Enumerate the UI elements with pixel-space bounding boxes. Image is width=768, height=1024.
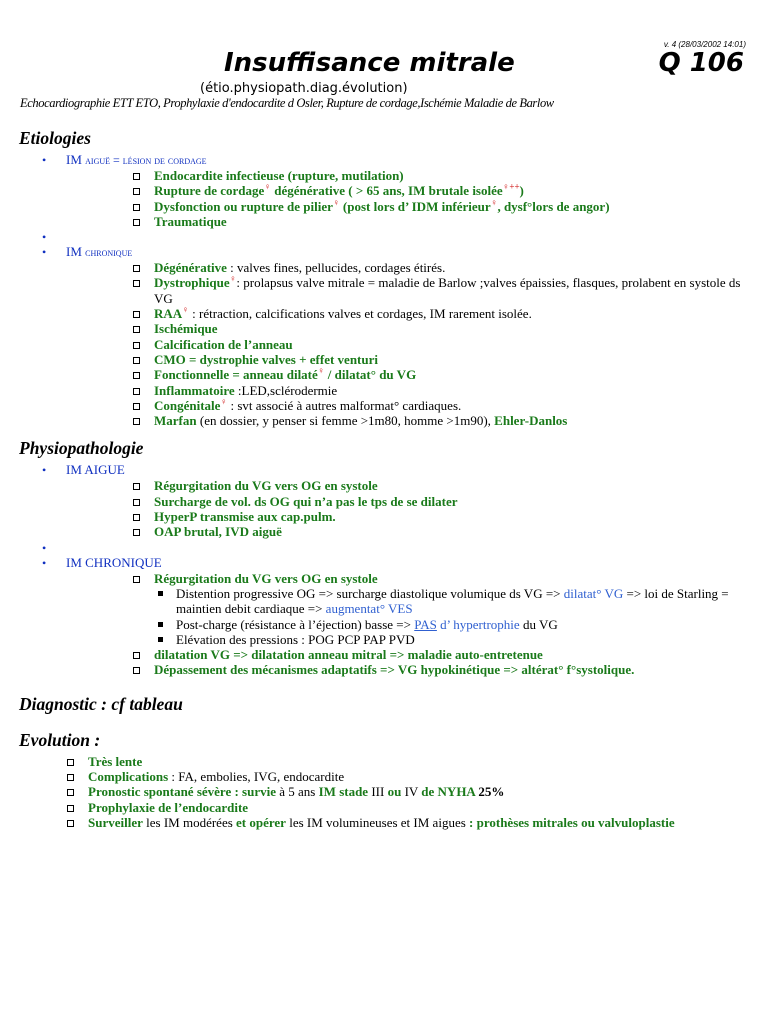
list-item: Régurgitation du VG vers OG en systole [66,478,768,493]
female-symbol-icon: ♀ [490,197,498,208]
list-item: CMO = dystrophie valves + effet venturi [66,352,768,367]
list-item: Dépassement des mécanismes adaptatifs => VG hypokinétique => altérat° f°systolique. [66,662,768,677]
section-heading-physiopathologie: Physiopathologie [19,438,144,459]
page-subtitle: (étio.physiopath.diag.évolution) [200,81,408,96]
section-heading-etiologies: Etiologies [19,128,91,148]
category-label: chronique [85,245,133,260]
list-item: Dégénérative : valves fines, pellucides, cordages étirés. [66,260,768,275]
version-date: v. 4 (28/03/2002 14:01) [663,40,746,49]
list-item: Post-charge (résistance à l’éjection) basse => PAS d’ hypertrophie du VG [66,617,748,632]
list-item: Endocardite infectieuse (rupture, mutilation) [66,168,768,183]
category-label: aiguë = lésion de cordage [85,153,207,167]
list-item [0,555,768,678]
list-item: Marfan (en dossier, y penser si femme >1m80, homme >1m90), Ehler-Danlos [66,413,768,428]
category-label: IM AIGUE [66,462,125,478]
list-item: Régurgitation du VG vers OG en systole Distention progressive OG => surcharge diastolique volumique ds VG => dilatat° VG => loi de Starling = maintien debit cardiaque => augmentat° VES Post-charge (résistance à l’éjection) basse => PAS d’ hypertrophie du VG Elévation des pressions : POG PCP PAP PVD [66,571,768,647]
list-item: Fonctionnelle = anneau dilaté♀ / dilatat° du VG [66,367,768,382]
section-heading-evolution: Evolution : [19,729,101,750]
list-item: • IM chronique Dégénérative : valves fines, pellucides, cordages étirés. Dystrophique♀: prolapsus valve mitrale = maladie de Barlow ;valves épaissies, flasques, prolabent en systole ds VG RAA♀ : rétraction, calcifications valves et cordages, IM rarement isolée. Ischémique Calcification de l’anneau CMO = dystrophie valves + effet venturi Fonctionnelle = anneau dilaté♀ / dilatat° du VG Inflammatoire :LED,sclérodermie Congénitale♀ : svt associé à autres malformat° cardiaques. Marfan (en dossier, y penser si femme >1m80, homme >1m90), Ehler-Danlos [0,244,768,428]
physiopathologie-list [0,462,768,677]
list-item: Elévation des pressions : POG PCP PAP PVD [66,632,748,647]
list-item: Rupture de cordage♀ dégénérative ( > 65 ans, IM brutale isolée♀++) [66,183,768,198]
list-item: Pronostic spontané sévère : survie à 5 ans IM stade III ou IV de NYHA 25% [0,784,768,799]
list-item: Traumatique [66,214,768,229]
page-title: Insuffisance mitrale [224,48,515,78]
list-item: OAP brutal, IVD aiguë [66,524,768,539]
female-symbol-icon: ♀ [229,274,237,285]
keywords-line: Echocardiographie ETT ETO, Prophylaxie d'endocardite d Osler, Rupture de cordage,Ischémie Maladie de Barlow [20,96,554,110]
list-item: Distention progressive OG => surcharge diastolique volumique ds VG => dilatat° VG => loi de Starling = maintien debit cardiaque => augmentat° VES [66,586,748,617]
evolution-list [0,754,768,830]
female-symbol-icon: ♀ [317,365,325,376]
list-item: Calcification de l’anneau [66,337,768,352]
etiologies-list [0,152,768,428]
female-symbol-icon: ♀ [182,304,189,315]
list-item: Dystrophique♀: prolapsus valve mitrale = maladie de Barlow ;valves épaissies, flasques, prolabent en systole ds VG [66,275,768,306]
category-label: IM CHRONIQUE [66,554,162,570]
document-body [0,124,768,830]
list-item: Congénitale♀ : svt associé à autres malformat° cardiaques. [66,398,768,413]
list-item: Prophylaxie de l’endocardite [0,800,768,815]
section-heading-diagnostic: Diagnostic : cf tableau [19,693,183,714]
list-item: Ischémique [66,321,768,336]
list-item [0,462,768,539]
list-item: Très lente [0,754,768,769]
question-number: Q 106 [658,48,744,78]
list-item: Surveiller les IM modérées et opérer les IM volumineuses et IM aigues : prothèses mitrales ou valvuloplastie [0,815,768,830]
female-symbol-icon: ♀ [220,396,228,407]
female-symbol-icon: ♀ [264,181,272,192]
list-item: Surcharge de vol. ds OG qui n’a pas le tps de se dilater [66,494,768,509]
list-item: Inflammatoire :LED,sclérodermie [66,383,768,398]
female-symbol-icon: ♀++ [502,181,520,192]
list-item: dilatation VG => dilatation anneau mitral => maladie auto-entretenue [66,647,768,662]
list-item: HyperP transmise aux cap.pulm. [66,509,768,524]
list-item: • IM aiguë = lésion de cordage Endocardite infectieuse (rupture, mutilation) Rupture de cordage♀ dégénérative ( > 65 ans, IM brutale isolée♀++) Dysfonction ou rupture de pilier♀ (post lors d’ IDM inférieur♀, dysf°lors de angor) Traumatique [0,152,768,229]
female-symbol-icon: ♀ [332,197,340,208]
list-item: Complications : FA, embolies, IVG, endocardite [0,769,768,784]
list-item: Dysfonction ou rupture de pilier♀ (post lors d’ IDM inférieur♀, dysf°lors de angor) [66,199,768,214]
list-item: RAA♀ : rétraction, calcifications valves et cordages, IM rarement isolée. [66,306,768,321]
